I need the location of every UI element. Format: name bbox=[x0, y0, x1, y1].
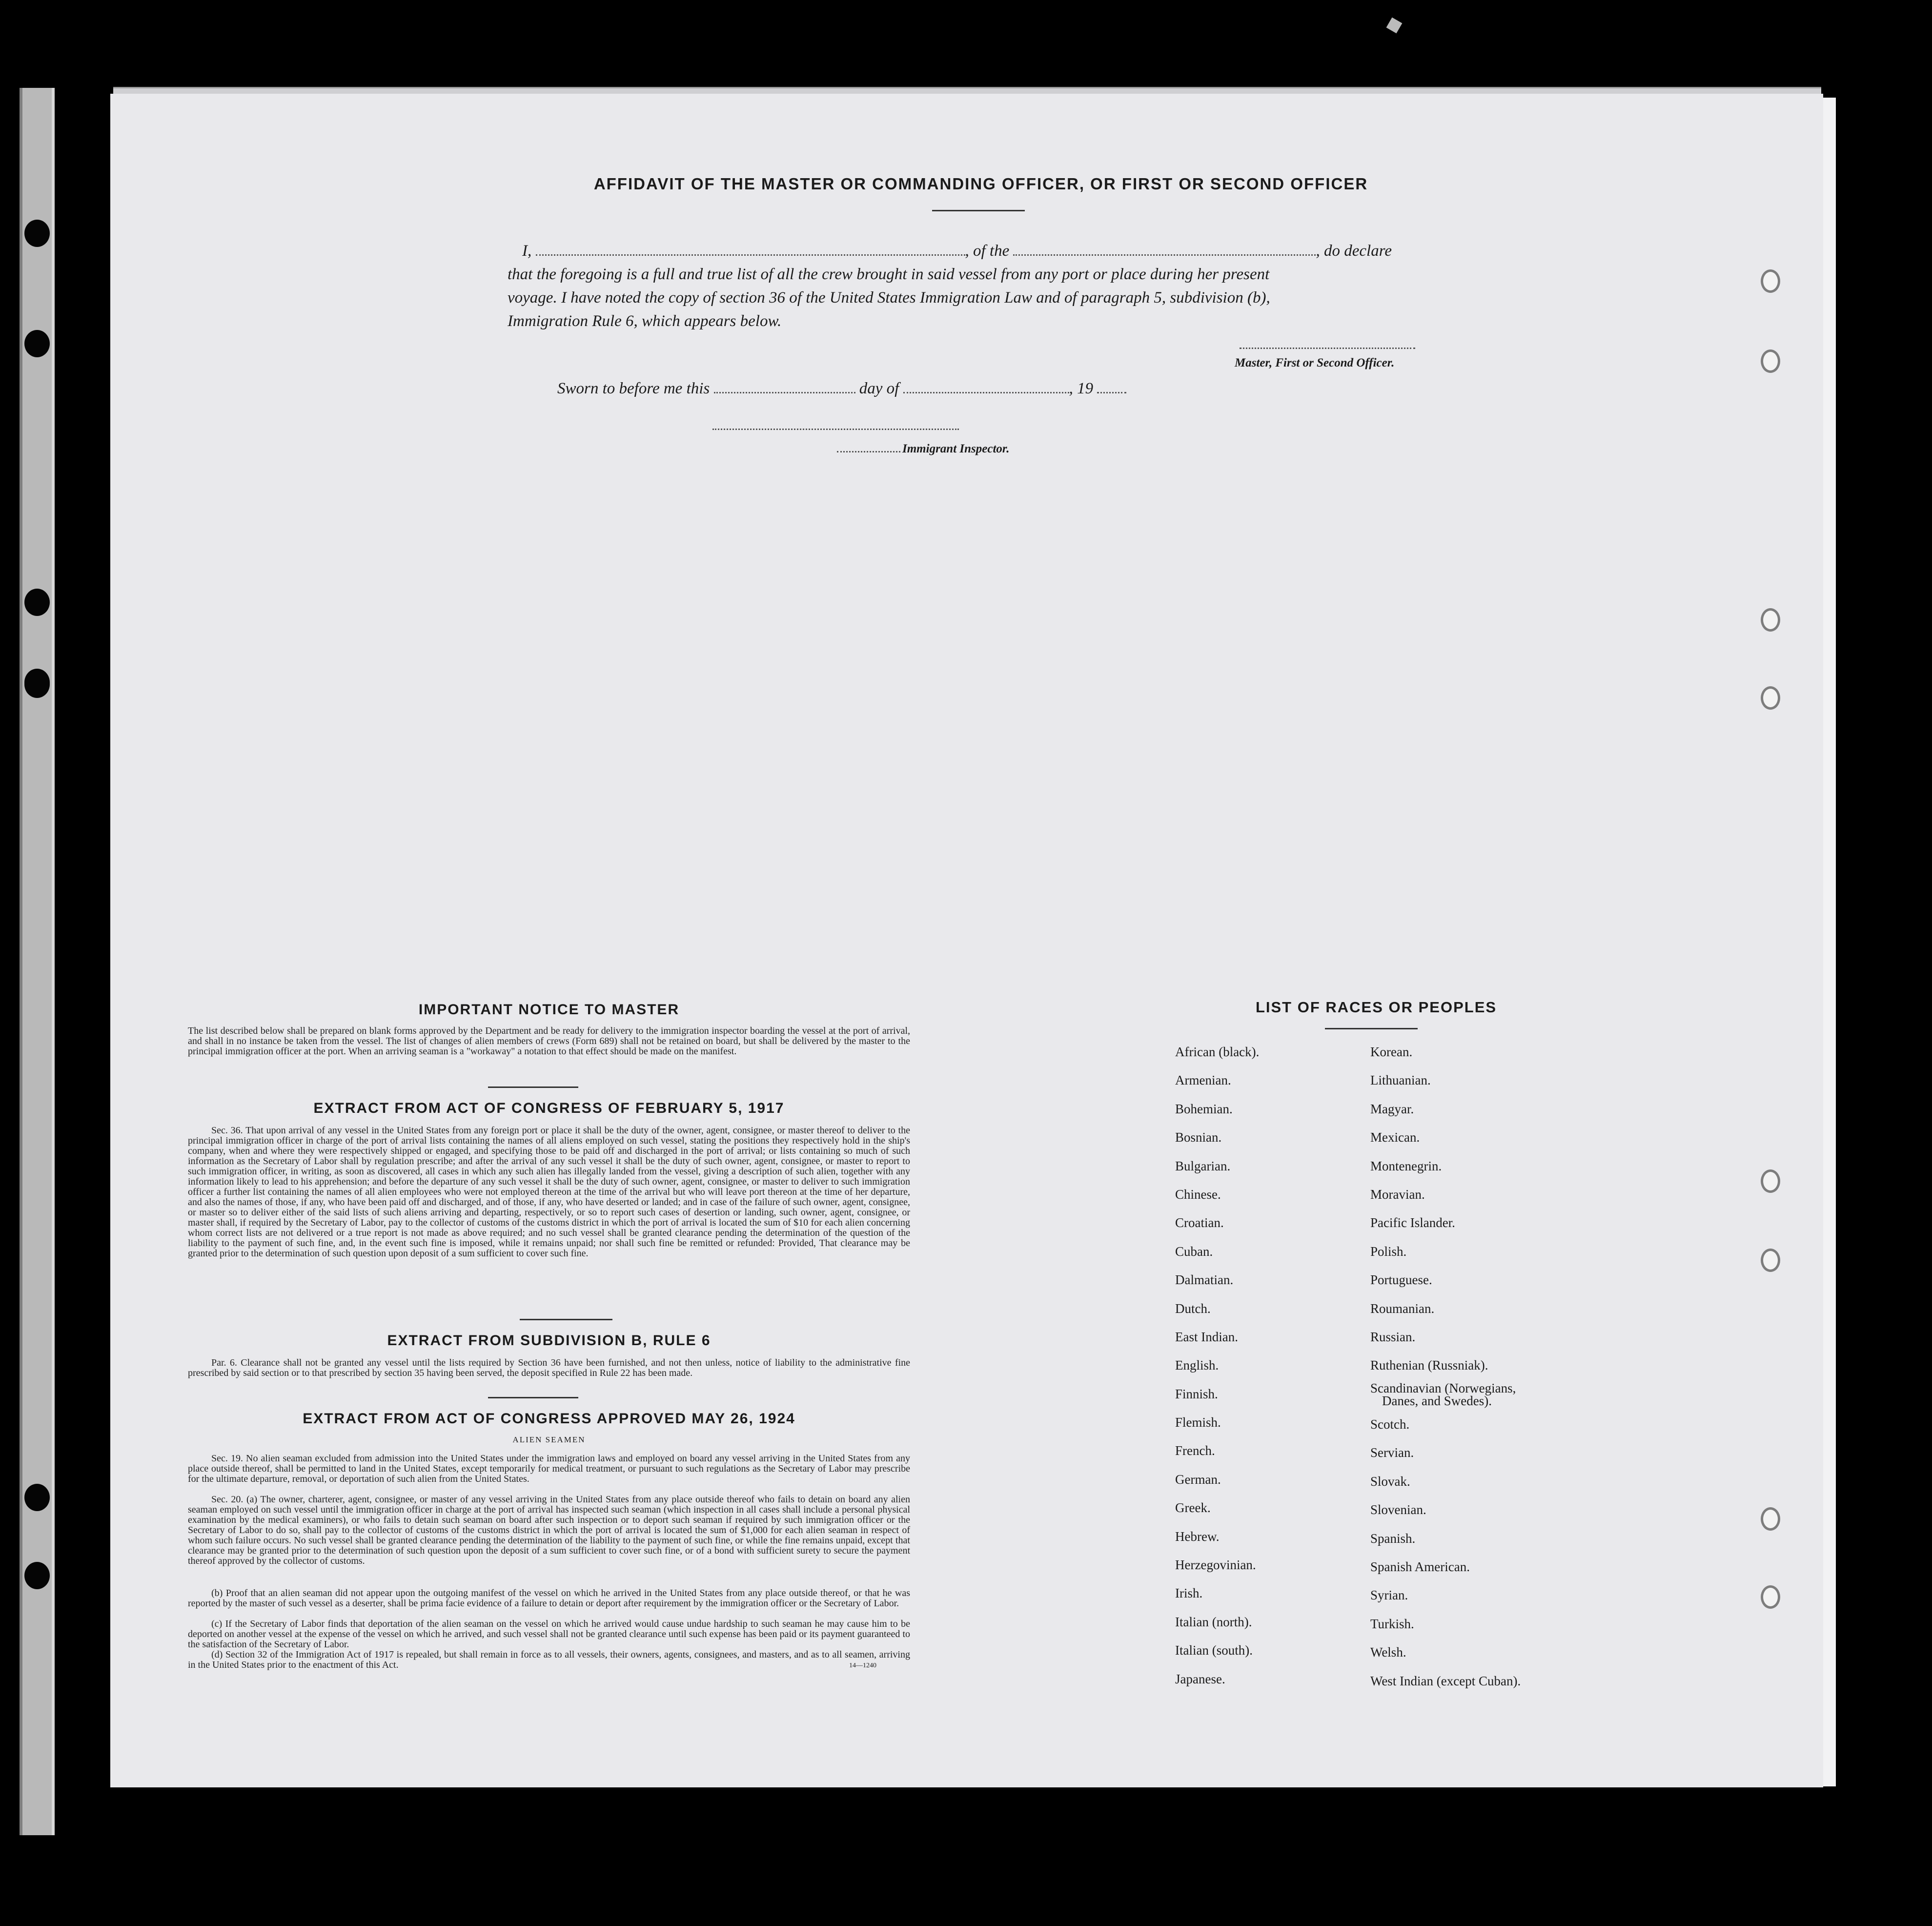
race-item-continuation: Danes, and Swedes). bbox=[1382, 1393, 1492, 1408]
extract-1917-title: EXTRACT FROM ACT OF CONGRESS OF FEBRUARY 5, 1917 bbox=[313, 1100, 785, 1116]
race-item: Pacific Islander. bbox=[1370, 1215, 1455, 1230]
extract-rule6-text: Par. 6. Clearance shall not be granted any vessel until the lists required by Section 36 have been furnished, and not then unless, notice of liability to the administrative fine prescribed by said section or to that prescribed by section 35 having been served, the deposit specified in Rule 22 has been made. bbox=[188, 1357, 910, 1378]
race-item: Portuguese. bbox=[1370, 1272, 1432, 1288]
form-number: 14—1240 bbox=[849, 1662, 876, 1669]
race-item: Magyar. bbox=[1370, 1101, 1414, 1116]
race-item: Syrian. bbox=[1370, 1588, 1408, 1603]
scan-speck bbox=[1386, 18, 1403, 34]
race-item: Herzegovinian. bbox=[1175, 1557, 1256, 1573]
extract-1924-sec20c: (c) If the Secretary of Labor finds that deportation of the alien seaman on the vessel on which he arrived would cause undue hardship to such seaman he may cause him to be deported on another vessel at the expense of the vessel on which he arrived, and such vessel shall not be granted clearance until such expense has been paid or its payment guaranteed to the satisfaction of the Secretary of Labor. bbox=[188, 1619, 910, 1650]
section-divider bbox=[520, 1319, 612, 1320]
extract-1924-title: EXTRACT FROM ACT OF CONGRESS APPROVED MAY 26, 1924 bbox=[303, 1411, 795, 1427]
notice-title: IMPORTANT NOTICE TO MASTER bbox=[418, 1002, 680, 1018]
race-item: Lithuanian. bbox=[1370, 1073, 1431, 1088]
race-item: Spanish American. bbox=[1370, 1559, 1470, 1575]
race-item: African (black). bbox=[1175, 1045, 1260, 1059]
punch-hole bbox=[1761, 608, 1780, 632]
inspector-signature-field[interactable] bbox=[712, 429, 959, 430]
race-item: Bulgarian. bbox=[1175, 1158, 1231, 1173]
extract-1924-sec20b: (b) Proof that an alien seaman did not appear upon the outgoing manifest of the vessel on which he arrived in the United States from any place outside thereof, or that he was reported by the master of such vessel as a deserter, shall be prima facie evidence of a failure to detain or deport after requirement by the immigration officer or the Secretary of Labor. bbox=[188, 1588, 910, 1609]
affidavit-title: AFFIDAVIT OF THE MASTER OR COMMANDING OFFICER, OR FIRST OR SECOND OFFICER bbox=[593, 175, 1368, 193]
declarant-prefix: I, bbox=[522, 242, 532, 260]
race-item: English. bbox=[1175, 1358, 1219, 1373]
race-item: Japanese. bbox=[1175, 1671, 1225, 1686]
declare-text: , do declare bbox=[1316, 242, 1392, 260]
extract-rule6-title: EXTRACT FROM SUBDIVISION B, RULE 6 bbox=[387, 1332, 711, 1349]
races-column-1 bbox=[1175, 1038, 1259, 1693]
race-item: Korean. bbox=[1370, 1045, 1413, 1059]
extract-1924-sec20d: (d) Section 32 of the Immigration Act of 1917 is repealed, but shall remain in force as to all vessels, their owners, agents, consignees, and masters, and as to all seamen, arriving in the United States prior to the enactment of this Act. bbox=[188, 1649, 910, 1670]
race-item: Slovenian. bbox=[1370, 1502, 1426, 1517]
binding-hole bbox=[24, 1484, 50, 1511]
race-item: Welsh. bbox=[1370, 1645, 1406, 1660]
race-item: Moravian. bbox=[1370, 1187, 1425, 1202]
sworn-day-field[interactable] bbox=[714, 392, 855, 393]
race-item: Italian (south). bbox=[1175, 1643, 1253, 1658]
punch-hole bbox=[1761, 269, 1780, 293]
affidavit-body bbox=[508, 239, 1459, 333]
inspector-dots bbox=[837, 451, 900, 452]
sworn-day-label: day of bbox=[859, 380, 899, 397]
race-item: Ruthenian (Russniak). bbox=[1370, 1358, 1488, 1373]
race-item: Spanish. bbox=[1370, 1531, 1416, 1546]
race-item: West Indian (except Cuban). bbox=[1370, 1673, 1521, 1688]
races-column-2 bbox=[1370, 1038, 1521, 1695]
vessel-name-field[interactable] bbox=[1013, 254, 1316, 256]
sworn-month-field[interactable] bbox=[903, 392, 1069, 393]
race-item: Hebrew. bbox=[1175, 1529, 1220, 1544]
sworn-prefix: Sworn to before me this bbox=[557, 380, 710, 397]
punch-hole bbox=[1761, 1507, 1780, 1531]
race-item: Bosnian. bbox=[1175, 1130, 1222, 1145]
section-divider bbox=[488, 1397, 578, 1398]
race-item: Slovak. bbox=[1370, 1474, 1410, 1489]
race-item: Scandinavian (Norwegians, Danes, and Swedes). bbox=[1370, 1380, 1521, 1410]
extract-1924-sec20a: Sec. 20. (a) The owner, charterer, agent, consignee, or master of any vessel arriving in the United States from any place outside thereof who fails to detain on board any alien seaman employed on such vessel until the immigration officer in charge at the port of arrival has inspected such seaman (which inspection in all cases shall include a personal physical examination by the medical examiners), or who fails to detain such seaman on board after such inspection or to deport such seaman if required by such immigration officer or the Secretary of Labor to do so, shall pay to the collector of customs of the customs district in which the port of arrival is located the sum of $1,000 for each alien seaman in respect of whom such failure occurs. No such vessel shall be granted clearance pending the determination of the liability to the payment of such fine, or while the fine remains unpaid, except that clearance may be granted prior to the determination of such question upon the deposit of a sum sufficient to cover such fine, or of a bond with sufficient surety to secure the payment thereof approved by the collector of customs. bbox=[188, 1494, 910, 1566]
sworn-year-field[interactable] bbox=[1097, 392, 1126, 393]
race-item: Finnish. bbox=[1175, 1386, 1218, 1401]
binding-strip bbox=[20, 88, 55, 1835]
punch-hole bbox=[1761, 1249, 1780, 1272]
race-item: Chinese. bbox=[1175, 1187, 1221, 1202]
declarant-name-field[interactable] bbox=[536, 254, 965, 256]
notice-text: The list described below shall be prepared on blank forms approved by the Department and be ready for delivery to the immigration inspector boarding the vessel at the port of arrival, and shall in no instance be taken from the vessel. The list of changes of alien members of crews (Form 689) shall not be retained on board, but shall be delivered by the master to the principal immigration officer at the port. When an arriving seaman is a "workaway" a notation to that effect should be made on the manifest. bbox=[188, 1025, 910, 1057]
punch-hole bbox=[1761, 686, 1780, 710]
binding-hole bbox=[24, 669, 50, 696]
race-item: Dutch. bbox=[1175, 1301, 1211, 1316]
binding-hole bbox=[24, 1562, 50, 1589]
race-item: Montenegrin. bbox=[1370, 1158, 1442, 1173]
vessel-prefix: , of the bbox=[965, 242, 1010, 260]
section-divider bbox=[488, 1086, 578, 1088]
race-item: Turkish. bbox=[1370, 1616, 1414, 1631]
races-divider bbox=[1325, 1028, 1418, 1029]
inspector-line bbox=[837, 442, 1010, 456]
race-item: Irish. bbox=[1175, 1586, 1203, 1601]
extract-1917-text: Sec. 36. That upon arrival of any vessel in the United States from any foreign port or place it shall be the duty of the owner, agent, consignee, or master thereof to deliver to the principal immigration officer in charge of the port of arrival lists containing the names of all aliens employed on such vessel, stating the positions they respectively hold in the ship's company, when and where they were respectively shipped or engaged, and specifying those to be paid off and discharged in the port of arrival; or lists containing so much of such information as the Secretary of Labor shall by regulation prescribe; and after the arrival of any such vessel it shall be the duty of such owner, agent, consignee, or master to report to such immigration officer, in writing, as soon as discovered, all cases in which any such alien has illegally landed from the vessel, giving a description of such alien, together with any information likely to lead to his apprehension; and before the departure of any such vessel it shall be the duty of such owner, agent, consignee, or master to deliver to such immigration officer a further list containing the names of all alien employees who were not employed thereon at the time of the arrival but who will leave port thereon at the time of her departure, and also the names of those, if any, who have been paid off and discharged, and of those, if any, who have deserted or landed; and in case of the failure of such owner, agent, consignee, or master so to deliver either of the said lists of such aliens arriving and departing, respectively, or so to report such cases of desertion or landing, such owner, agent, consignee, or master shall, if required by the Secretary of Labor, pay to the collector of customs of the customs district in which the port of arrival is located the sum of $10 for each alien concerning whom correct lists are not delivered or a true report is not made as above required; and no such vessel shall be granted clearance pending the determination of the question of the liability to the payment of such fine, and, in the event such fine is imposed, while it remains unpaid; nor shall such fine be remitted or refunded: Provided, That clearance may be granted prior to the determination of such question upon deposit of a sum sufficient to cover such fine. bbox=[188, 1125, 910, 1259]
race-item: Croatian. bbox=[1175, 1215, 1224, 1230]
race-item: Flemish. bbox=[1175, 1415, 1221, 1430]
race-item: German. bbox=[1175, 1472, 1221, 1487]
race-item: Servian. bbox=[1370, 1445, 1414, 1460]
declaration-line: voyage. I have noted the copy of section 36 of the United States Immigration Law and of paragraph 5, subdivision (b), bbox=[508, 289, 1270, 307]
race-item: Scotch. bbox=[1370, 1417, 1410, 1432]
race-item: Mexican. bbox=[1370, 1130, 1420, 1145]
declaration-line: Immigration Rule 6, which appears below. bbox=[508, 312, 782, 330]
race-item: Italian (north). bbox=[1175, 1614, 1252, 1629]
punch-hole bbox=[1761, 1169, 1780, 1193]
extract-1924-subtitle: ALIEN SEAMEN bbox=[512, 1435, 586, 1444]
punch-hole bbox=[1761, 1585, 1780, 1609]
race-item: East Indian. bbox=[1175, 1329, 1238, 1344]
title-divider bbox=[932, 210, 1025, 211]
race-item: Polish. bbox=[1370, 1244, 1407, 1259]
race-item: French. bbox=[1175, 1443, 1215, 1458]
extract-1924-sec19: Sec. 19. No alien seaman excluded from admission into the United States under the immigration laws and employed on board any vessel arriving in the United States from any place outside thereof, shall be permitted to land in the United States, except temporarily for medical treatment, or pursuant to such regulations as the Secretary of Labor may prescribe for the ultimate departure, removal, or deportation of such alien from the United States. bbox=[188, 1453, 910, 1484]
race-item: Cuban. bbox=[1175, 1244, 1213, 1259]
race-item: Dalmatian. bbox=[1175, 1272, 1234, 1288]
declaration-line: that the foregoing is a full and true list of all the crew brought in said vessel from any port or place during her present bbox=[508, 266, 1270, 283]
race-item: Roumanian. bbox=[1370, 1301, 1435, 1316]
race-item: Greek. bbox=[1175, 1500, 1211, 1516]
race-item: Bohemian. bbox=[1175, 1101, 1233, 1116]
signature-field[interactable] bbox=[1240, 348, 1415, 349]
sworn-year-label: , 19 bbox=[1069, 380, 1094, 397]
race-item: Russian. bbox=[1370, 1329, 1416, 1344]
races-title: LIST OF RACES OR PEOPLES bbox=[1255, 999, 1497, 1016]
binding-hole bbox=[24, 589, 50, 616]
race-item: Armenian. bbox=[1175, 1073, 1231, 1088]
binding-hole bbox=[24, 220, 50, 247]
sworn-line bbox=[557, 380, 1126, 398]
inspector-label: Immigrant Inspector. bbox=[902, 442, 1010, 455]
signature-label: Master, First or Second Officer. bbox=[1235, 356, 1395, 369]
binding-hole bbox=[24, 330, 50, 357]
punch-hole bbox=[1761, 349, 1780, 373]
